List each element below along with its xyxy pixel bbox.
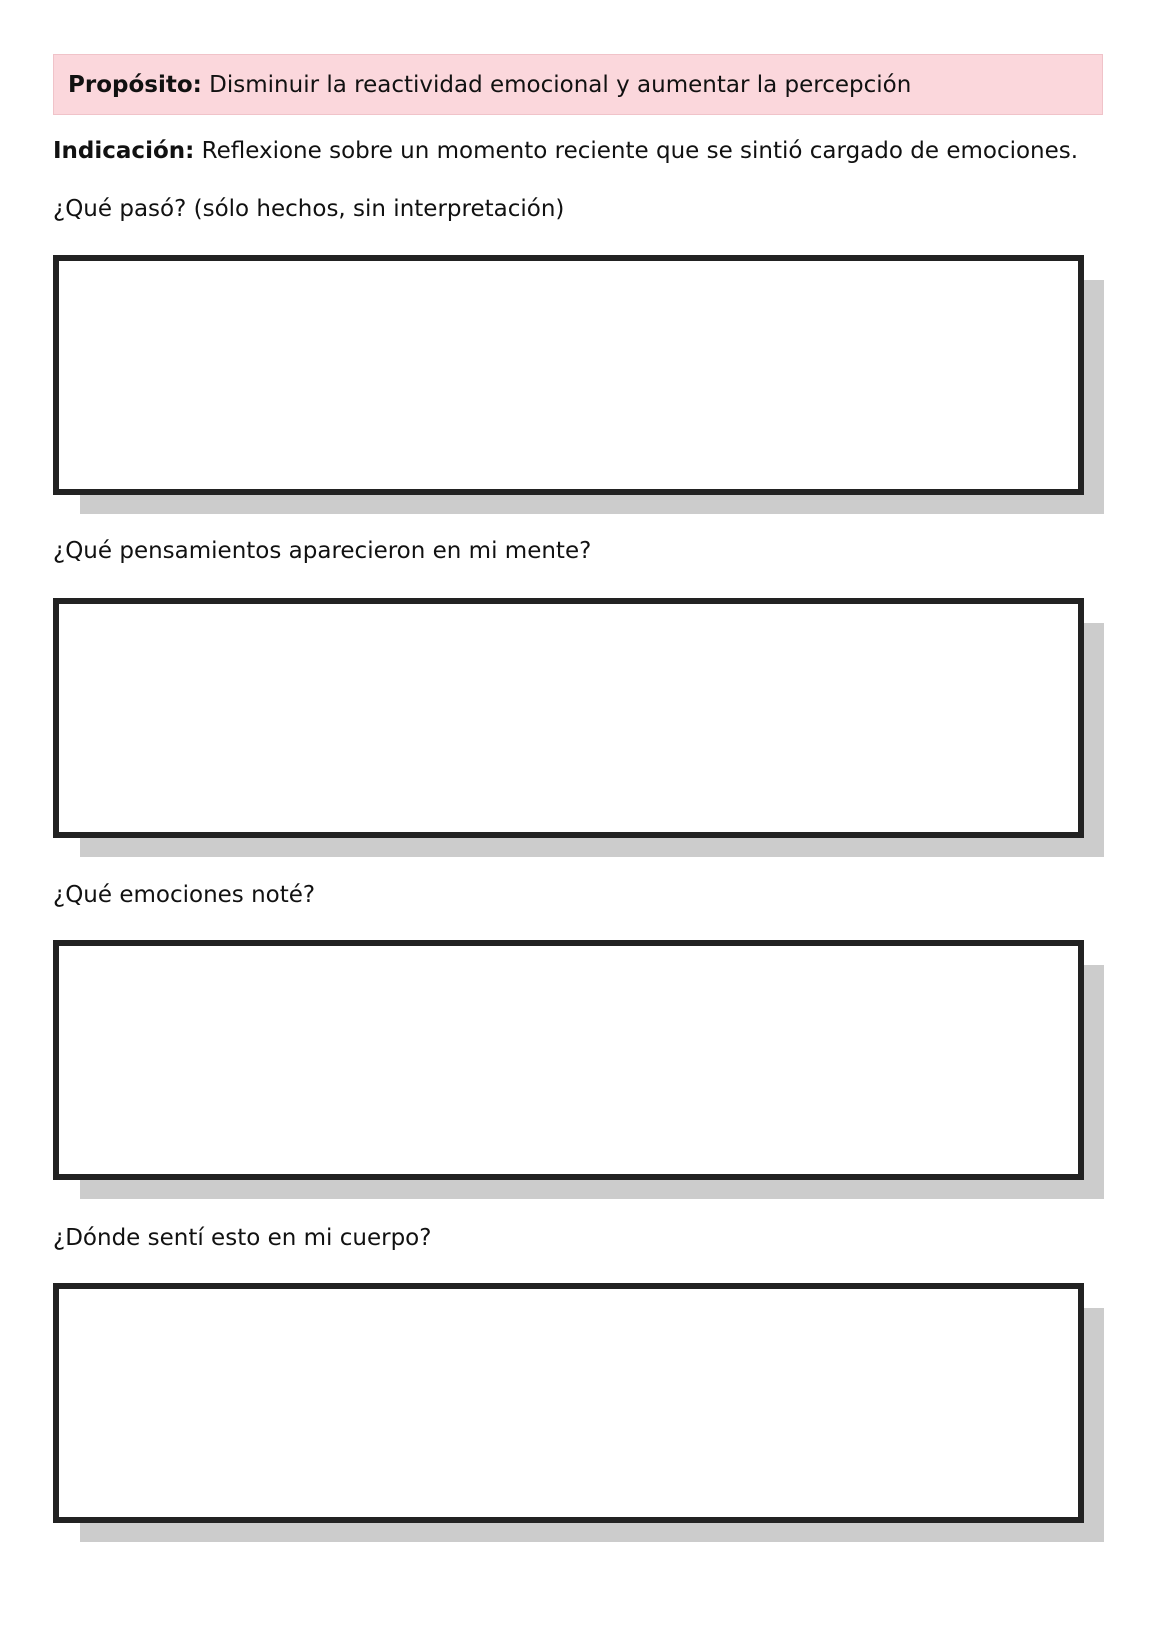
purpose-label: Propósito: (68, 71, 202, 98)
answer-box-body-wrapper (53, 1283, 1105, 1543)
purpose-text: Disminuir la reactividad emocional y aumentar la percepción (201, 71, 912, 98)
answer-box-what-happened-wrapper (53, 255, 1105, 515)
answer-box-thoughts[interactable] (53, 598, 1084, 838)
answer-box-body[interactable] (53, 1283, 1084, 1523)
answer-box-thoughts-wrapper (53, 598, 1105, 858)
question-label-what-happened: ¿Qué pasó? (sólo hechos, sin interpretación) (53, 196, 565, 222)
purpose-banner (53, 54, 1103, 115)
answer-box-emotions-wrapper (53, 940, 1105, 1200)
question-label-body: ¿Dónde sentí esto en mi cuerpo? (53, 1225, 432, 1251)
question-label-emotions: ¿Qué emociones noté? (53, 882, 316, 908)
answer-box-emotions[interactable] (53, 940, 1084, 1180)
prompt-line (53, 138, 1078, 164)
prompt-label: Indicación: (53, 138, 195, 164)
question-label-thoughts: ¿Qué pensamientos aparecieron en mi mente? (53, 538, 592, 564)
prompt-text: Reflexione sobre un momento reciente que se sintió cargado de emociones. (194, 138, 1079, 164)
answer-box-what-happened[interactable] (53, 255, 1084, 495)
